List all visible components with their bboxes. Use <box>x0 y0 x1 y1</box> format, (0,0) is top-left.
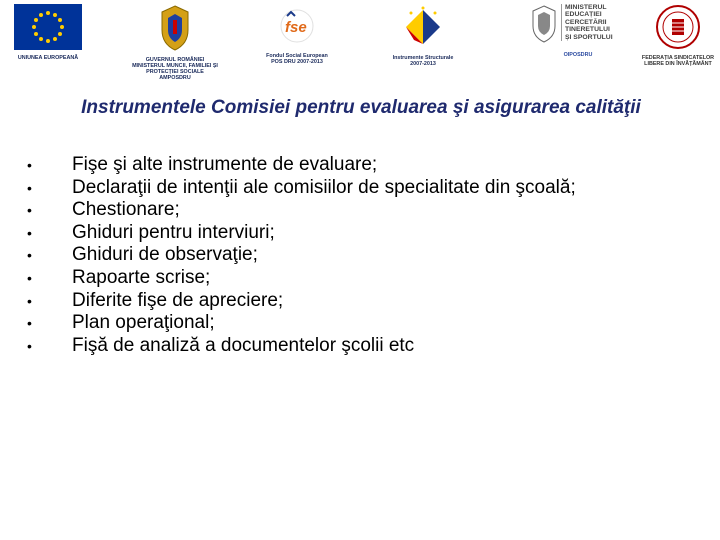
fse-logo <box>252 4 342 65</box>
list-item: • Chestionare; <box>27 199 180 221</box>
eu-flag-logo <box>8 4 88 61</box>
logo-caption: OIPOSDRU <box>563 52 593 58</box>
fse-icon <box>277 4 317 48</box>
bullet-list <box>22 154 692 357</box>
union-federation-logo <box>640 4 716 67</box>
list-item: • Ghiduri de observaţie; <box>27 244 258 266</box>
svg-text:fse: fse <box>285 19 307 36</box>
list-item: • Diferite fişe de apreciere; <box>27 289 284 311</box>
logo-caption: FEDERAȚIA SINDICATELOR LIBERE DIN ÎNVĂȚĂMÂNT <box>641 55 715 67</box>
list-item: • Plan operaţional; <box>27 312 215 334</box>
bullet-icon: • <box>27 157 32 173</box>
structural-instruments-logo <box>378 4 468 67</box>
logo-caption: Fondul Social European POS DRU 2007-2013 <box>266 53 328 65</box>
logo-bar <box>0 0 720 80</box>
structural-instruments-icon <box>400 4 446 50</box>
union-seal-icon <box>655 4 701 50</box>
logo-caption: GUVERNUL ROMÂNIEI MINISTERUL MUNCII, FAMILIEI ȘI PROTECȚIEI SOCIALE AMPOSDRU <box>132 57 218 81</box>
logo-caption: UNIUNEA EUROPEANĂ <box>17 55 79 61</box>
romania-coat-of-arms-logo <box>120 4 230 81</box>
logo-caption: Instrumente Structurale 2007-2013 <box>392 55 454 67</box>
bullet-icon: • <box>27 269 32 286</box>
bullet-icon: • <box>27 247 32 264</box>
ministry-education-logo <box>530 4 626 58</box>
list-item: • Fişă de analiză a documentelor şcolii etc <box>27 334 415 356</box>
bullet-icon: • <box>27 315 32 332</box>
bullet-icon: • <box>27 292 32 309</box>
bullet-icon: • <box>27 224 32 241</box>
bullet-icon: • <box>27 179 32 196</box>
ministry-name: MINISTERUL EDUCAȚIEI CERCETĂRII TINERETULUI ȘI SPORTULUI <box>561 4 613 41</box>
ministry-crest-icon <box>530 4 558 44</box>
bullet-icon: • <box>27 202 32 219</box>
coat-of-arms-icon <box>158 4 192 52</box>
list-item: • Declaraţii de intenţii ale comisiilor de specialitate din şcoală; <box>27 176 576 198</box>
list-item: • Fişe şi alte instrumente de evaluare; <box>27 154 378 175</box>
list-item: • Rapoarte scrise; <box>27 266 211 288</box>
eu-flag-icon <box>14 4 82 50</box>
bullet-icon: • <box>27 337 32 354</box>
slide-title: Instrumentele Comisiei pentru evaluarea şi asigurarea calităţii <box>81 97 641 118</box>
list-item: • Ghiduri pentru interviuri; <box>27 221 275 243</box>
